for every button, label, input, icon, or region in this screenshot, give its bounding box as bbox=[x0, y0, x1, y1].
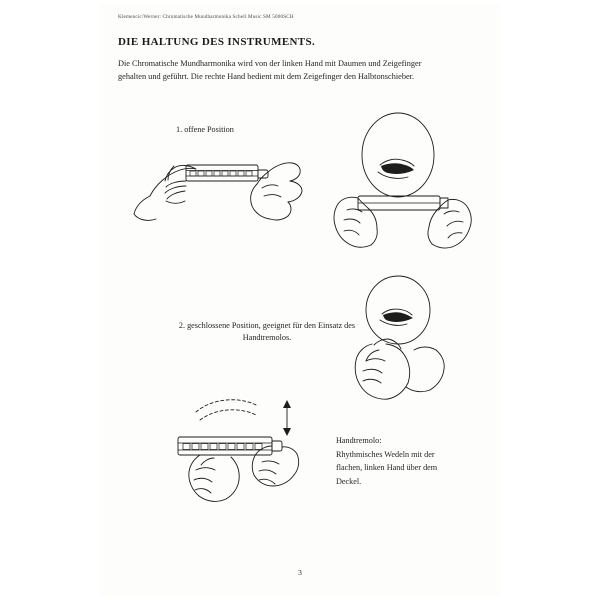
figure-1-caption: 1. offene Position bbox=[176, 125, 234, 134]
running-header: Klemencic/Werner: Chromatische Mundharmonika Schell Music SM 5000SCH bbox=[118, 14, 294, 20]
intro-paragraph: Die Chromatische Mundharmonika wird von der linken Hand mit Daumen und Zeigefinger gehalten und geführt. Die rechte Hand bedient mit dem Zeigefinger den Halbtonschieber. bbox=[118, 59, 422, 81]
figure-3-caption-lead: Handtremolo: bbox=[336, 436, 382, 445]
page-number: 3 bbox=[298, 568, 302, 577]
figure-3-caption bbox=[336, 434, 456, 488]
paper-sheet bbox=[100, 4, 500, 596]
figure-3-caption-body: Rhythmisches Wedeln mit der flachen, linken Hand über dem Deckel. bbox=[336, 449, 438, 486]
figure-2-caption: 2. geschlossene Position, geeignet für den Einsatz des Handtremolos. bbox=[178, 321, 356, 342]
page-title: DIE HALTUNG DES INSTRUMENTS. bbox=[118, 36, 316, 48]
